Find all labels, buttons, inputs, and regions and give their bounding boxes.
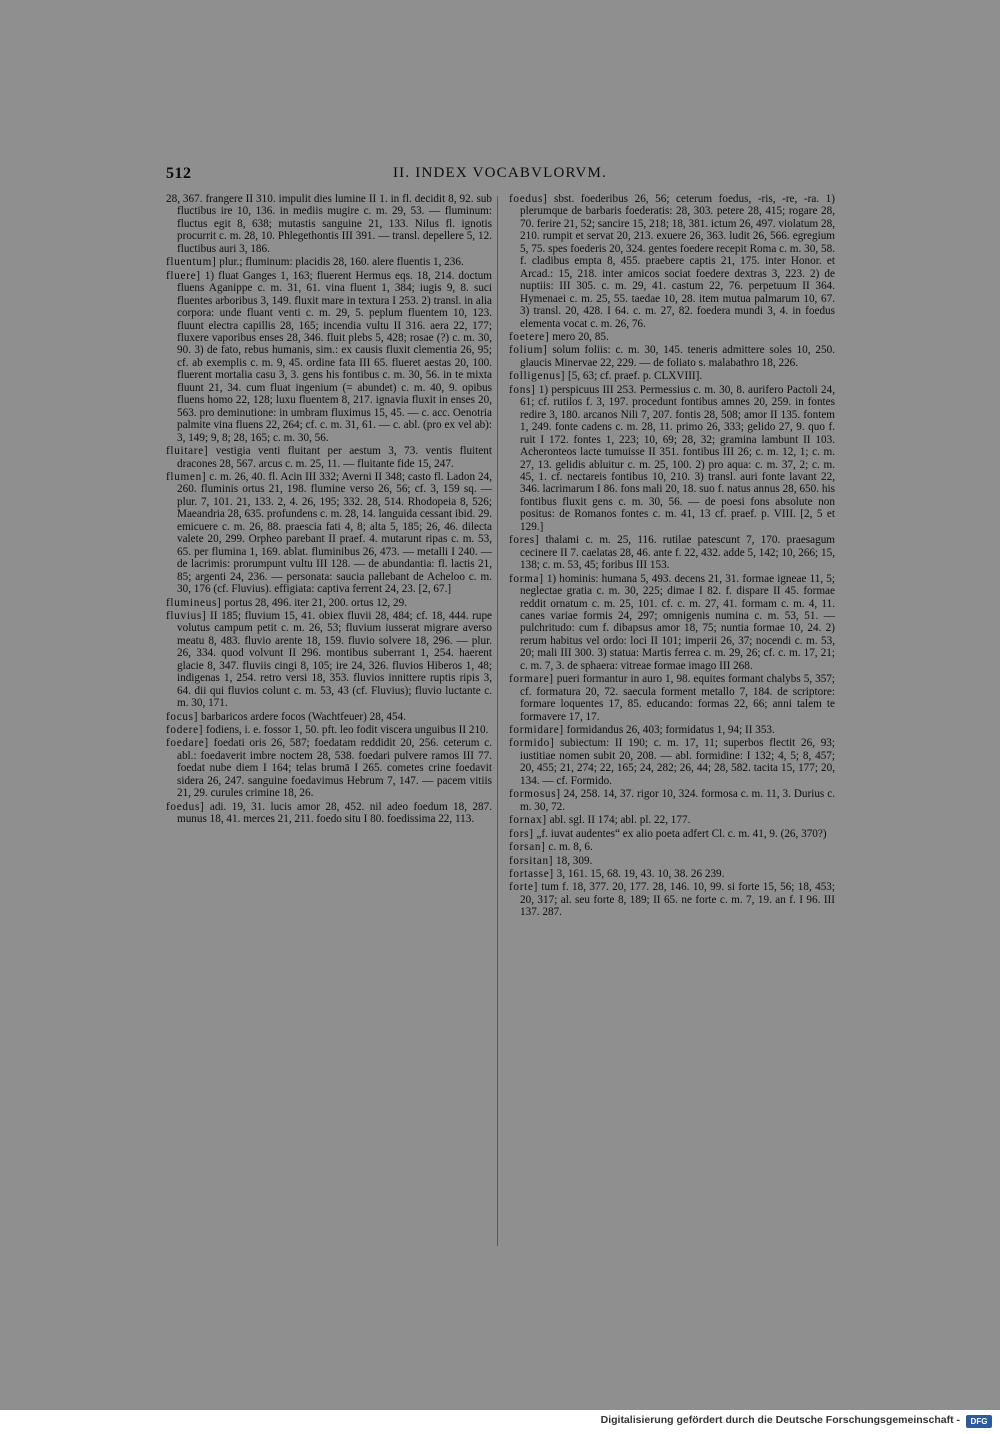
index-entry [509, 344, 835, 369]
entry-lemma: formidare] [509, 724, 564, 737]
index-entry [166, 610, 492, 710]
index-entry [166, 737, 492, 799]
entry-text: [5, 63; cf. praef. p. CLXVIII]. [567, 370, 703, 383]
index-entry [509, 788, 835, 813]
entry-lemma: fluentum] [166, 256, 217, 269]
entry-lemma: forma] [509, 572, 544, 585]
dfg-logo: DFG [966, 1415, 992, 1428]
entry-text: 18, 309. [556, 854, 593, 867]
entry-lemma: formosus] [509, 788, 561, 801]
index-entry [166, 801, 492, 826]
entry-text: solum foliis: c. m. 30, 145. teneris admittere soles 10, 250. glaucis Minervae 22, 229. — de foliato s. malabathro 18, 226. [520, 344, 835, 369]
entry-lemma: fluere] [166, 269, 201, 282]
entry-text: subiectum: II 190; c. m. 17, 11; superbos flectit 26, 93; iustitiae nomen subit 20, 208. — abl. formidine: I 132; 4, 5; 8, 457; 20, 455; 21, 274; 22, 165; 24, 282; 26, 44; 28, 582. tacita 15, 177; 20, 134. — cf. Formido. [520, 737, 836, 787]
column-divider [497, 196, 498, 1246]
entry-text: II 185; fluvium 15, 41. obiex fluvii 28, 484; cf. 18, 444. rupe volutus campum petit c. m. 26, 53; fluvium iusserat migrare averso meatu 8, 483. fluvio arente 18, 159. fluvio solvere 18, 296. — plur. 26, 334. quod volvunt II 296. montibus suberrant 1, 254. haerent glacie 8, 347. fluviis cingi 8, 105; ire 24, 326. fluvios Hiberos 1, 48; indigenas 1, 254. retro versi 18, 353. fluvios innittere ruptis ripis 3, 64. dii qui fluvios colunt c. m. 53, 43 (cf. Fluvius); fluvio luctante c. m. 30, 171. [177, 609, 493, 710]
entry-text: formidandus 26, 403; formidatus 1, 94; II 353. [566, 724, 775, 737]
index-entry [509, 370, 835, 382]
index-entry [509, 814, 835, 826]
funding-credit: Digitalisierung gefördert durch die Deutsche Forschungsgemeinschaft - [600, 1414, 960, 1426]
index-entry [509, 724, 835, 736]
entry-text: adi. 19, 31. lucis amor 28, 452. nil adeo foedum 18, 287. munus 18, 41. merces 21, 211. foedo situ I 80. foedissima 22, 113. [177, 800, 493, 826]
left-column [166, 193, 492, 827]
index-entry [509, 855, 835, 867]
entry-text: vestigia venti fluitant per aestum 3, 73. ventis fluitent dracones 28, 567. arcus c. m. 25, 11. — fluitante fide 15, 247. [177, 445, 492, 470]
page-header [166, 165, 834, 187]
entry-text: thalami c. m. 25, 116. rutilae patescunt 7, 170. praesagum cecinere II 7. caelatas 28, 46. ante f. 22, 432. adde 5, 142; 10, 266; 15, 138; c. m. 53, 45; foribus III 153. [520, 534, 835, 572]
entry-lemma: fors] [509, 827, 534, 840]
page-number: 512 [166, 165, 192, 182]
index-entry [509, 881, 835, 918]
footer-bar [0, 1410, 1000, 1434]
entry-text: fodiens, i. e. fossor 1, 50. pft. leo fodit viscera unguibus II 210. [206, 724, 489, 737]
entry-lemma: fluvius] [166, 609, 207, 622]
entry-lemma: fluitare] [166, 445, 209, 458]
entry-lemma: foedus] [166, 800, 205, 813]
entry-text: c. m. 8, 6. [548, 841, 593, 854]
entry-text: mero 20, 85. [552, 330, 609, 343]
entry-lemma: flumen] [166, 470, 207, 483]
entry-lemma: formido] [509, 737, 555, 750]
index-entry [509, 573, 835, 673]
entry-lemma: foetere] [509, 330, 550, 343]
entry-lemma: foedus] [509, 193, 548, 205]
index-entry [166, 193, 492, 255]
entry-text: sbst. foederibus 26, 56; ceterum foedus, -ris, -re, -ra. 1) plerumque de barbaris foederatis: 28, 303. petere 28, 415; rogare 28, 70. ferire 21, 52; sancire 15, 218; 18, 381. ictum 26, 497. violatum 28, 210. rumpit et servat 20, 213. exuere 26, 363. ludit 26, 566. egregium 5, 75. spes foederis 20, 324. gentes foedere recepit Roma c. m. 30, 58. f. cladibus empta 8, 455. praebere captis 21, 175. inter Honor. et Arcad.: 15, 218. inter amicos sociat foedere dextras 3, 223. 2) de nuptiis: III 305. c. m. 29, 41. castum 22, 76. perpetuum II 364. Hymenaei c. m. 25, 55. taedae 10, 28. item mutua palmarum 10, 67. 3) transl. 20, 428. I 64. c. m. 27, 82. foedera mundi 3, 4. in foedus elementa vocat c. m. 26, 76. [520, 193, 836, 330]
index-entry [509, 868, 835, 880]
index-entry [509, 193, 835, 330]
right-column [509, 193, 835, 920]
entry-text: portus 28, 496. iter 21, 200. ortus 12, 29. [224, 596, 408, 609]
entry-text: 1) hominis: humana 5, 493. decens 21, 31. formae igneae 11, 5; neglectae gratia c. m. 30, 225; dimae I 82. f. dispare II 45. formae reddit ornatum c. m. 25, 101. cf. c. m. 27, 41. formam c. m. 4, 11. canes variae formis 24, 297; omnigenis numina c. m. 53, 51. — pulchritudo: cum f. dibapsus amor 18, 75; nuntia formae 10, 24. 2) rerum habitus vel ordo: loci II 101; imperii 26, 37; nocendi c. m. 53, 20; mali III 300. 3) statua: Martis ferrea c. m. 29, 26; cf. c. m. 17, 21; c. m. 7, 3. de sphaera: vitreae formae imago III 268. [520, 572, 836, 672]
entry-text: pueri formantur in auro 1, 98. equites formant chalybs 5, 357; cf. formatura 20, 72. saecula forment metallo 7, 184. de scriptore: formare loquentes 17, 85. educando: formas 22, 66; anni talem te formavere 17, 17. [520, 673, 836, 723]
index-entry [509, 841, 835, 853]
index-entry [509, 331, 835, 343]
index-entry [509, 534, 835, 571]
entry-text: 1) perspicuus III 253. Permessius c. m. 30, 8. aurifero Pactoli 24, 61; cf. rutilos f. 3, 197. procedunt fontibus amnes 20, 259. in fontes redire 3, 180. arcanos Nili 7, 207. fontis 28, 508; amor II 135. fontem 1, 249. fonte cadens c. m. 28, 11. primo 26, 333; gelido 27, 9. quo f. ruit I 172. fontes 1, 223; 10, 69; 28, 32; gramina lambunt II 103. Acheronteos lacte tumuisse II 351. fontibus III 26; c. m. 12, 1; c. m. 27, 13. gelidis abluitur c. m. 25, 100. 2) pro aqua: c. m. 37, 2; c. m. 45, 1. cf. nectareis fontibus 10, 210. 3) transl. auri fonte lavant 22, 346. lacrimarum I 86. fons mali 20, 18. suo f. natus annus 28, 650. his fontibus fluxit gens c. m. 30, 56. — de poesi fons absolute non positus: de Romanos fontes c. m. 41, 13 cf. praef. p. VIII. [2, 5 et 129.] [520, 383, 835, 533]
entry-lemma: fodere] [166, 724, 204, 737]
entry-lemma: folium] [509, 344, 548, 357]
entry-lemma: fornax] [509, 814, 547, 827]
entry-text: „f. iuvat audentes“ ex alio poeta adfert Cl. c. m. 41, 9. (26, 370?) [536, 827, 827, 840]
entry-text: abl. sgl. II 174; abl. pl. 22, 177. [549, 814, 691, 827]
entry-text: plur.; fluminum: placidis 28, 160. alere fluentis 1, 236. [219, 256, 464, 269]
index-entry [166, 597, 492, 609]
index-entry [509, 673, 835, 723]
entry-lemma: fons] [509, 383, 536, 396]
index-entry [166, 256, 492, 268]
index-entry [166, 711, 492, 723]
entry-lemma: forte] [509, 881, 539, 894]
entry-text: tum f. 18, 377. 20, 177. 28, 146. 10, 99. si forte 15, 56; 18, 453; 20, 317; al. seu forte 8, 189; II 65. ne forte c. m. 7, 19. an f. I 96. III 137. 287. [520, 881, 835, 919]
entry-text: 28, 367. frangere II 310. impulit dies lumine II 1. in fl. decidit 8, 92. sub fluctibus ire 10, 136. in mediis mugire c. m. 29, 53. — fluminum: fluctus egit 8, 638; mutastis sanguine 21, 133. Nilus fl. ignotis procurrit c. m. 28, 10. Phlegethontis III 391. — transl. depellere 5, 12. fluctibus auri 3, 186. [166, 193, 492, 255]
index-entry [509, 737, 835, 787]
entry-lemma: focus] [166, 710, 199, 723]
entry-text: 3, 161. 15, 68. 19, 43. 10, 38. 26 239. [556, 868, 725, 881]
entry-text: c. m. 26, 40. fl. Acin III 332; Averni II 348; casto fl. Ladon 24, 260. fluminis ortus 21, 198. flumine verso 26, 56; cf. 3, 159 sq. — plur. 7, 101. 21, 133. 2, 4. 26, 195; 332. 28, 514. Rhodopeia 8, 526; Maeandria 28, 635. profundens c. m. 28, 14. languida cessant ibid. 29. emicuere c. m. 26, 88. praescia fati 4, 8; alta 5, 185; 26, 46. dilecta valete 20, 299. Orpheo parebant II praef. 4. mutarunt ripas c. m. 53, 65. per flumina 1, 169. ablat. fluminibus 26, 473. — metalli I 240. — de lacrimis: prorumpunt vultu III 128. — de abundantia: fl. lactis 21, 85; argenti 24, 236. — personata: saucia pallebant de Acheloo c. m. 30, 176 (cf. Fluvius). effigiata: captiva ferrent 24, 23. [2, 67.] [177, 470, 492, 596]
index-entry [509, 384, 835, 533]
entry-lemma: forsan] [509, 841, 546, 854]
entry-text: barbaricos ardere focos (Wachtfeuer) 28, 454. [200, 710, 407, 723]
page-title: II. INDEX VOCABVLORVM. [392, 165, 608, 181]
index-entry [166, 471, 492, 596]
entry-lemma: forsitan] [509, 854, 554, 867]
index-entry [166, 724, 492, 736]
entry-lemma: fortasse] [509, 868, 554, 881]
entry-lemma: foedare] [166, 737, 209, 750]
entry-text: 1) fluat Ganges 1, 163; fluerent Hermus eqs. 18, 214. doctum fluens Aganippe c. m. 31, 61. vina fluent 1, 384; iugis 9, 8. suci fluentes arboribus 3, 149. fluxit mare in textura I 253. 2) transl. in alia corpora: unde fluant venti c. m. 29, 5. peplum fluentem 10, 123. fluunt electra capillis 28, 165; incendia vultu II 316. aera 22, 177; fluxere vaporibus enses 28, 346. fluit plebs 5, 428; rosae (?) c. m. 30, 90. 3) de fato, rebus humanis, sim.: ex causis fluxit clementia 26, 95; cf. ab exemplis c. m. 9, 45. ordine fata III 65. flueret aestas 20, 100. fluerent mortalia casu 3, 3. gens his fontibus c. m. 30, 56. in te mixta fluunt 21, 34. cum fluat ingenium (= abundet) c. m. 40, 9. opibus fluens homo 22, 128; luxu fluentem 8, 217. ignavia fluxit in enses 20, 563. pro deminutione: in umbram fluximus 15, 45. — c. acc. Oenotria palmite vina fluens 22, 264; cf. c. m. 31, 61. — c. abl. (pro ex vel ab): 3, 149; 9, 8; 28, 165; c. m. 30, 56. [177, 269, 492, 444]
index-entry [166, 270, 492, 444]
entry-text: foedati oris 26, 587; foedatam reddidit 20, 256. ceterum c. abl.: foedaverit imbre noctem 28, 538. foedari pulvere ramos III 77. foedat nube diem I 164; telas brumā I 265. cometes crine foedavit sidera 26, 247. sanguine foedavimus Hebrum 7, 147. — pacem vitiis 21, 29. curules crimine 18, 26. [177, 737, 493, 800]
index-entry [509, 828, 835, 840]
entry-text: 24, 258. 14, 37. rigor 10, 324. formosa c. m. 11, 3. Durius c. m. 30, 72. [520, 788, 835, 813]
entry-lemma: folligenus] [509, 370, 566, 383]
entry-lemma: formare] [509, 673, 554, 686]
entry-lemma: fores] [509, 534, 540, 547]
entry-lemma: flumineus] [166, 596, 222, 609]
index-entry [166, 445, 492, 470]
